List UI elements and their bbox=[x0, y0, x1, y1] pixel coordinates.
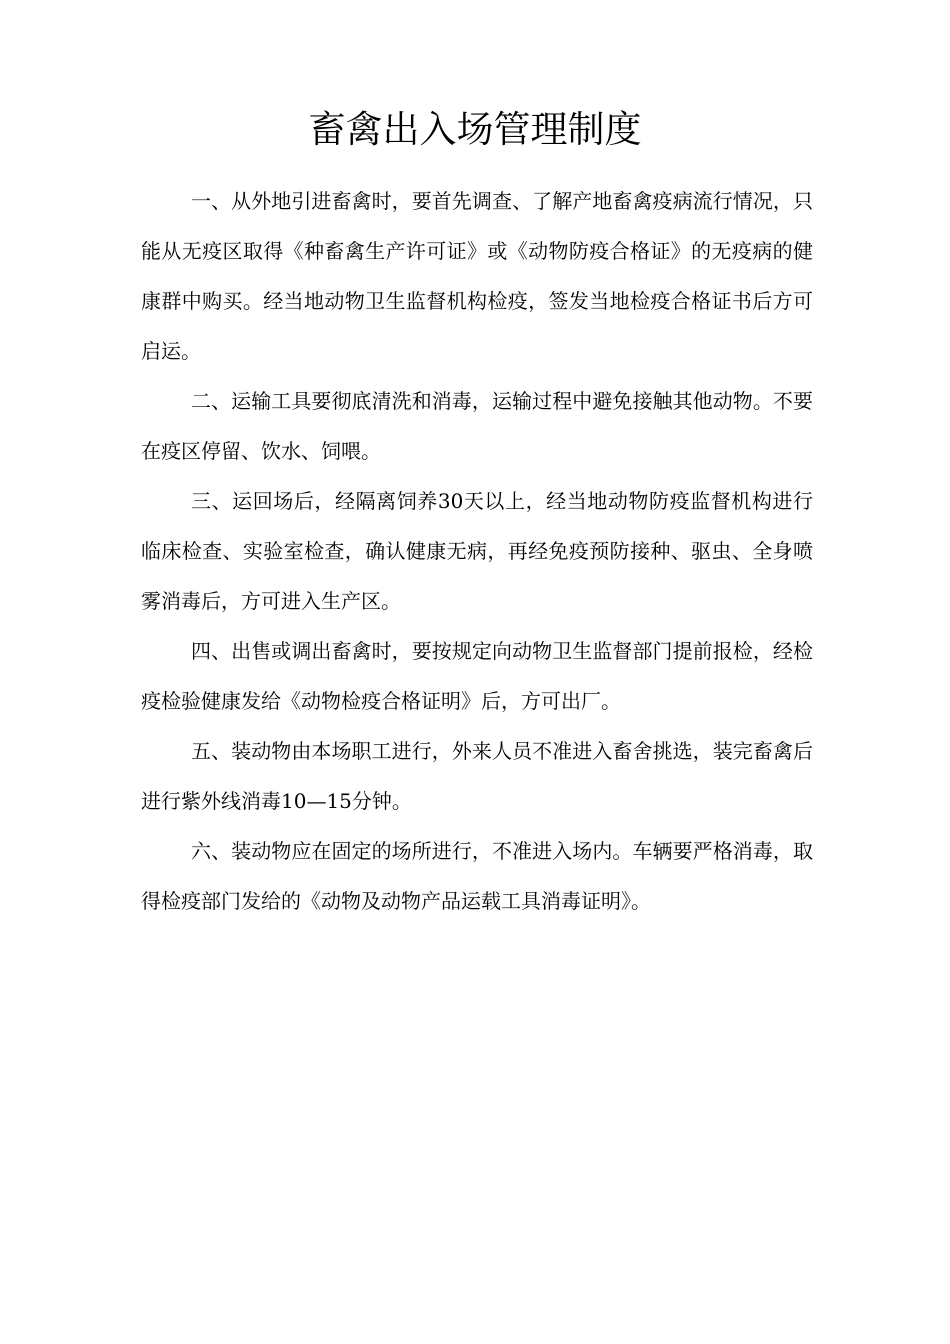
document-title: 畜禽出入场管理制度 bbox=[308, 108, 642, 151]
paragraph-2: 二、运输工具要彻底清洗和消毒，运输过程中避免接触其他动物。不要在疫区停留、饮水、饲喂。 bbox=[141, 389, 813, 463]
paragraph-6: 六、装动物应在固定的场所进行，不准进入场内。车辆要严格消毒，取得检疫部门发给的《动物及动物产品运载工具消毒证明》。 bbox=[141, 839, 813, 913]
paragraph-4: 四、出售或调出畜禽时，要按规定向动物卫生监督部门提前报检，经检疫检验健康发给《动物检疫合格证明》后，方可出厂。 bbox=[141, 639, 813, 713]
paragraph-3: 三、运回场后，经隔离饲养30天以上，经当地动物防疫监督机构进行临床检查、实验室检查，确认健康无病，再经免疫预防接种、驱虫、全身喷雾消毒后，方可进入生产区。 bbox=[141, 489, 813, 613]
paragraph-5: 五、装动物由本场职工进行，外来人员不准进入畜舍挑选，装完畜禽后进行紫外线消毒10—15分钟。 bbox=[141, 739, 813, 813]
document-body bbox=[141, 176, 813, 926]
paragraph-1: 一、从外地引进畜禽时，要首先调查、了解产地畜禽疫病流行情况，只能从无疫区取得《种畜禽生产许可证》或《动物防疫合格证》的无疫病的健康群中购买。经当地动物卫生监督机构检疫，签发当地检疫合格证书后方可启运。 bbox=[141, 189, 813, 363]
